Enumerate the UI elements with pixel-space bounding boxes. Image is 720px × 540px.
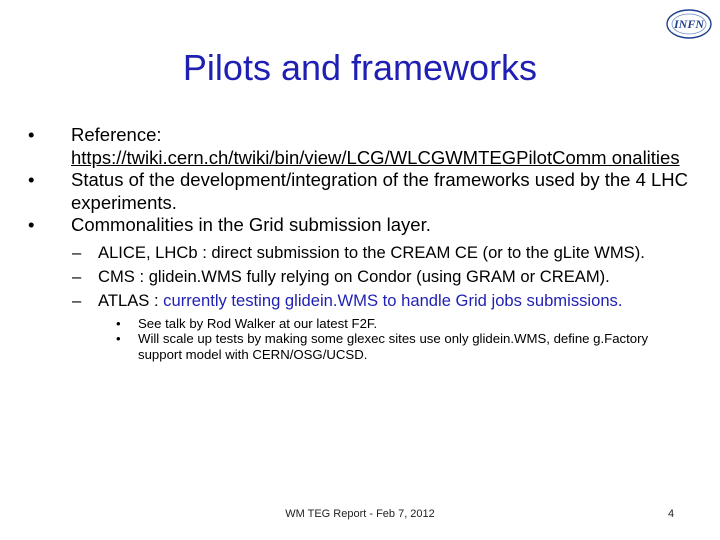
sub-sub-bullet-list [28,316,698,363]
sub-sub-bullet-talk-text: See talk by Rod Walker at our latest F2F. [138,315,378,331]
bullet-marker: • [116,331,121,346]
bullet-marker: • [28,124,35,145]
sub-bullet-atlas [28,289,698,313]
sub-bullet-alice [28,241,698,265]
slide-content [28,124,698,362]
reference-link[interactable]: https://twiki.cern.ch/twiki/bin/view/LCG/WLCGWMTEGPilotComm onalities [71,146,680,168]
bullet-marker: • [28,214,35,235]
sub-bullet-cms [28,265,698,289]
bullet-reference [28,124,698,169]
page-number: 4 [668,508,675,520]
sub-bullet-list [28,241,698,313]
infn-logo [663,6,715,42]
bullet-status [28,169,698,214]
dash-marker: – [72,290,82,310]
dash-marker: – [72,266,82,286]
logo-text: INFN [673,17,705,31]
sub-bullet-atlas-highlight: currently testing glidein.WMS to handle Grid jobs submissions. [163,290,623,310]
sub-bullet-atlas-prefix: ATLAS : [98,290,164,310]
bullet-marker: • [116,315,121,331]
bullet-commonalities [28,214,698,237]
sub-sub-bullet-scale-text: Will scale up tests by making some glexec sites use only glidein.WMS, define g.Factory support model with CERN/OSG/UCSD. [138,331,649,362]
sub-sub-bullet-scale [28,331,658,362]
slide-title: Pilots and frameworks [182,47,538,88]
slide-footer: WM TEG Report - Feb 7, 2012 [285,508,435,520]
bullet-commonalities-text: Commonalities in the Grid submission layer. [71,214,431,235]
sub-sub-bullet-talk [28,316,658,332]
bullet-status-text: Status of the development/integration of the frameworks used by the 4 LHC experiments. [71,169,689,213]
bullet-marker: • [28,169,35,190]
sub-bullet-cms-text: CMS : glidein.WMS fully relying on Condor (using GRAM or CREAM). [98,266,610,286]
sub-bullet-alice-text: ALICE, LHCb : direct submission to the CREAM CE (or to the gLite WMS). [98,242,645,262]
reference-label: Reference: [71,124,162,145]
dash-marker: – [72,242,82,262]
